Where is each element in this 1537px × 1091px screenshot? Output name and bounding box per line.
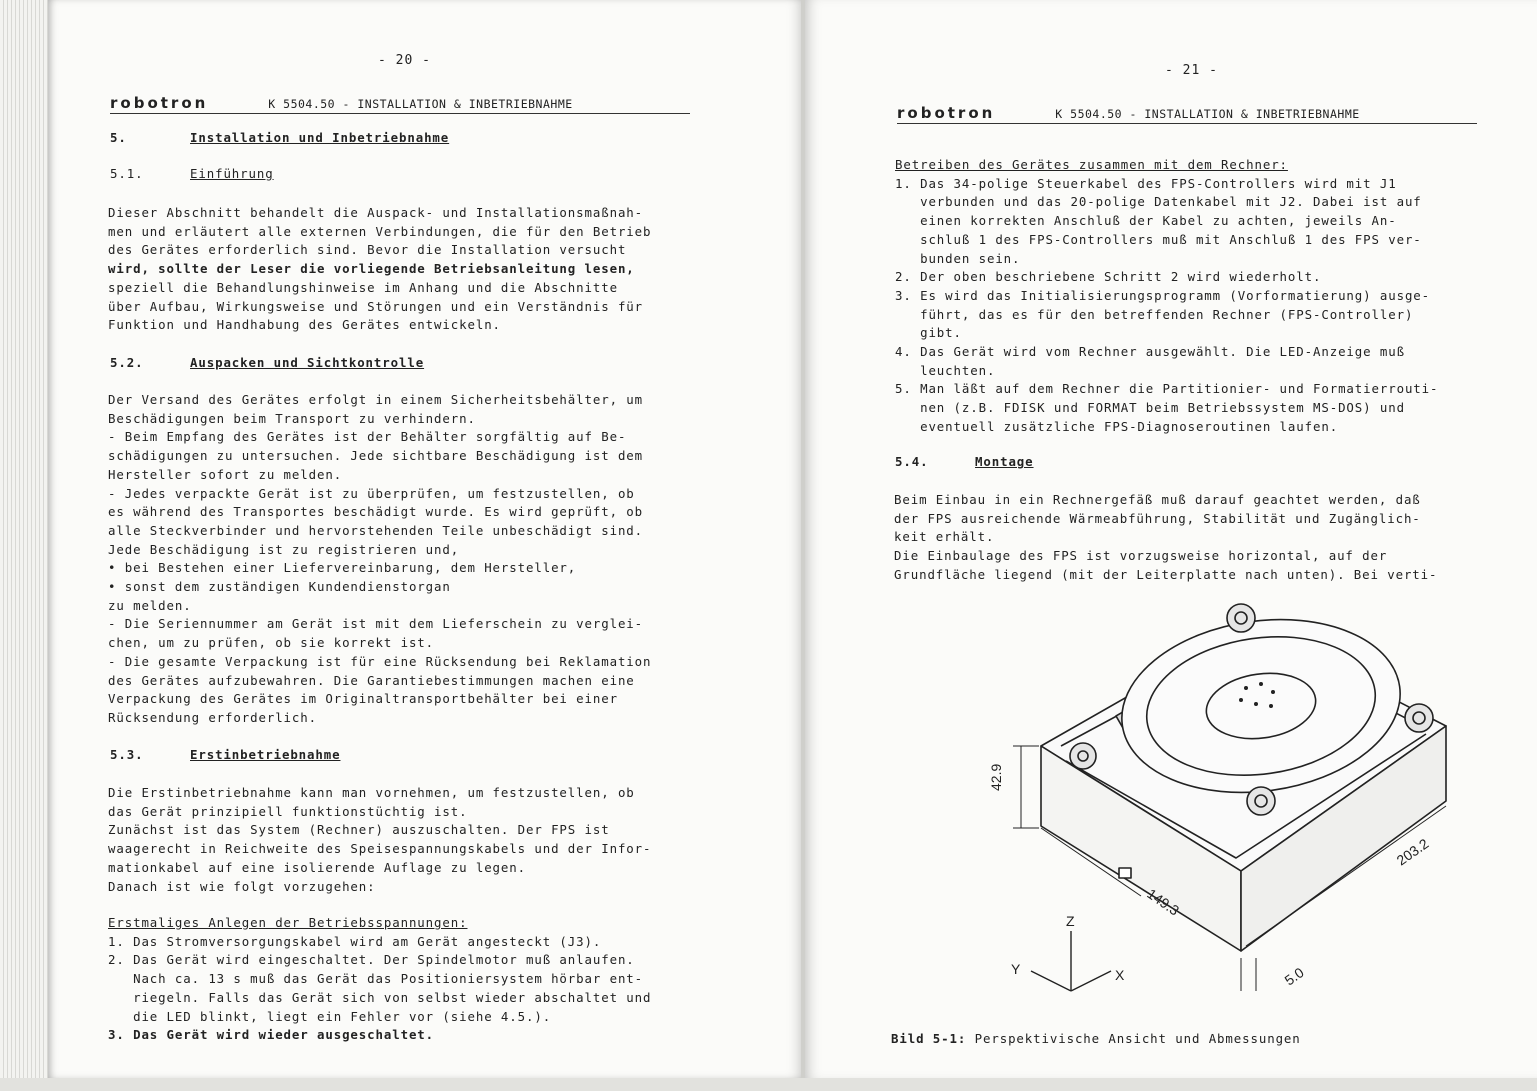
paragraph-5-1: Dieser Abschnitt behandelt die Auspack- und Installationsmaßnah- men und erläutert alle externen Verbindungen, die für den Betrieb des Gerätes erforderlich sind. Bevor die Installation versucht wird, sollte der Leser die vorliegende Betriebsanleitung lesen, speziell die Behandlungshinweise im Anhang und die Abschnitte über Aufbau, Wirkungsweise und Störungen und ein Verständnis für Funktion und Handhabung des Gerätes entwickeln. [108, 205, 652, 333]
header-title: K 5504.50 - INSTALLATION & INBETRIEBNAHME [1055, 107, 1360, 121]
list-5-3: Erstmaliges Anlegen der Betriebsspannungen: 1. Das Stromversorgungskabel wird am Gerät angesteckt (J3). 2. Das Gerät wird eingeschaltet. Der Spindelmotor muß anlaufen. Nach ca. 13 s muß das Gerät das Positioniersystem hörbar ent- riegeln. Falls das Gerät sich von selbst wieder abschaltet und die LED blinkt, liegt ein Fehler vor (siehe 4.5.). 3. Das Gerät wird wieder ausgeschaltet. [108, 915, 652, 1043]
paragraph-5-3: Die Erstinbetriebnahme kann man vornehmen, um festzustellen, ob das Gerät prinzipiell funktionstüchtig ist. Zunächst ist das System (Rechner) auszuschalten. Der FPS ist waagerecht in Reichweite des Speisespannungskabels und der Infor- mationkabel auf eine isolierende Auflage zu legen. Danach ist wie folgt vorzugehen: [108, 785, 652, 894]
paragraph-5-4: Beim Einbau in ein Rechnergefäß muß darauf geachtet werden, daß der FPS ausreichende Wärmeabführung, Stabilität und Zugänglich- keit erhält. Die Einbaulage des FPS ist vorzugsweise horizontal, auf der Grundfläche liegend (mit der Leiterplatte nach unten). Bei verti- [894, 492, 1438, 582]
robotron-logo: robotron [897, 104, 996, 122]
section-heading-5-2: 5.2. Auspacken und Sichtkontrolle [110, 355, 425, 370]
page-number: - 21 - [1165, 63, 1218, 78]
axis-y-label: Y [1011, 961, 1021, 977]
page-left [48, 0, 803, 1078]
robotron-logo: robotron [110, 94, 209, 112]
section-heading-5: 5. Installation und Inbetriebnahme [110, 130, 450, 145]
running-header [897, 104, 1477, 124]
list-betreiben: Betreiben des Gerätes zusammen mit dem Rechner: 1. Das 34-polige Steuerkabel des FPS-Controllers wird mit J1 verbunden und das 20-polige Datenkabel mit J2. Dabei ist auf einen korrekten Anschluß der Kabel zu achten, jeweils An- schluß 1 des FPS-Controllers muß mit Anschluß 1 des FPS ver- bunden sein. 2. Der oben beschriebene Schritt 2 wird wiederholt. 3. Es wird das Initialisierungsprogramm (Vorformatierung) ausge- führt, das es für den betreffenden Rechner (FPS-Controller) gibt. 4. Das Gerät wird vom Rechner ausgewählt. Die LED-Anzeige muß leuchten. 5. Man läßt auf dem Rechner die Partitionier- und Formatierrouti- nen (z.B. FDISK und FORMAT beim Betriebssystem MS-DOS) und eventuell zusätzliche FPS-Diagnoseroutinen laufen. [895, 157, 1439, 434]
section-heading-5-1: 5.1. Einführung [110, 166, 274, 181]
figure-caption: Bild 5-1: Perspektivische Ansicht und Abmessungen [891, 1031, 1301, 1046]
paragraph-5-2: Der Versand des Gerätes erfolgt in einem Sicherheitsbehälter, um Beschädigungen beim Transport zu verhindern. - Beim Empfang des Gerätes ist der Behälter sorgfältig auf Be- schädigungen zu untersuchen. Jede sichtbare Beschädigung ist dem Hersteller sofort zu melden. - Jedes verpackte Gerät ist zu überprüfen, um festzustellen, ob es während des Transportes beschädigt wurde. Es wird geprüft, ob alle Steckverbinder und hervorstehenden Teile unbeschädigt sind. Jede Beschädigung ist zu registrieren und, • bei Bestehen einer Liefervereinbarung, dem Hersteller, • sonst dem zuständigen Kundendienstorgan zu melden. - Die Seriennummer am Gerät ist mit dem Lieferschein zu verglei- chen, um zu prüfen, ob sie korrekt ist. - Die gesamte Verpackung ist für eine Rücksendung bei Reklamation des Gerätes aufzubewahren. Die Garantiebestimmungen machen eine Verpackung des Gerätes im Originaltransportbehälter bei einer Rücksendung erforderlich. [108, 392, 652, 725]
scan-bottom-edge [0, 1078, 1537, 1091]
sub-heading: Erstmaliges Anlegen der Betriebsspannungen: [108, 915, 468, 930]
running-header [110, 94, 690, 114]
page-right [805, 0, 1537, 1078]
page-number: - 20 - [378, 53, 431, 68]
axis-x-label: X [1115, 967, 1125, 983]
dimension-depth: 149.3 [1144, 885, 1183, 919]
axis-z-label: Z [1066, 913, 1075, 929]
section-heading-5-4: 5.4. Montage [895, 454, 1034, 469]
sub-heading: Betreiben des Gerätes zusammen mit dem Rechner: [895, 157, 1288, 172]
section-heading-5-3: 5.3. Erstinbetriebnahme [110, 747, 341, 762]
page-stack-edge [0, 0, 48, 1091]
dimension-offset: 5.0 [1281, 964, 1307, 989]
dimension-width: 203.2 [1393, 835, 1432, 869]
dimension-height: 42.9 [988, 763, 1004, 791]
drive-perspective-drawing [901, 596, 1461, 1016]
header-title: K 5504.50 - INSTALLATION & INBETRIEBNAHME [268, 97, 573, 111]
